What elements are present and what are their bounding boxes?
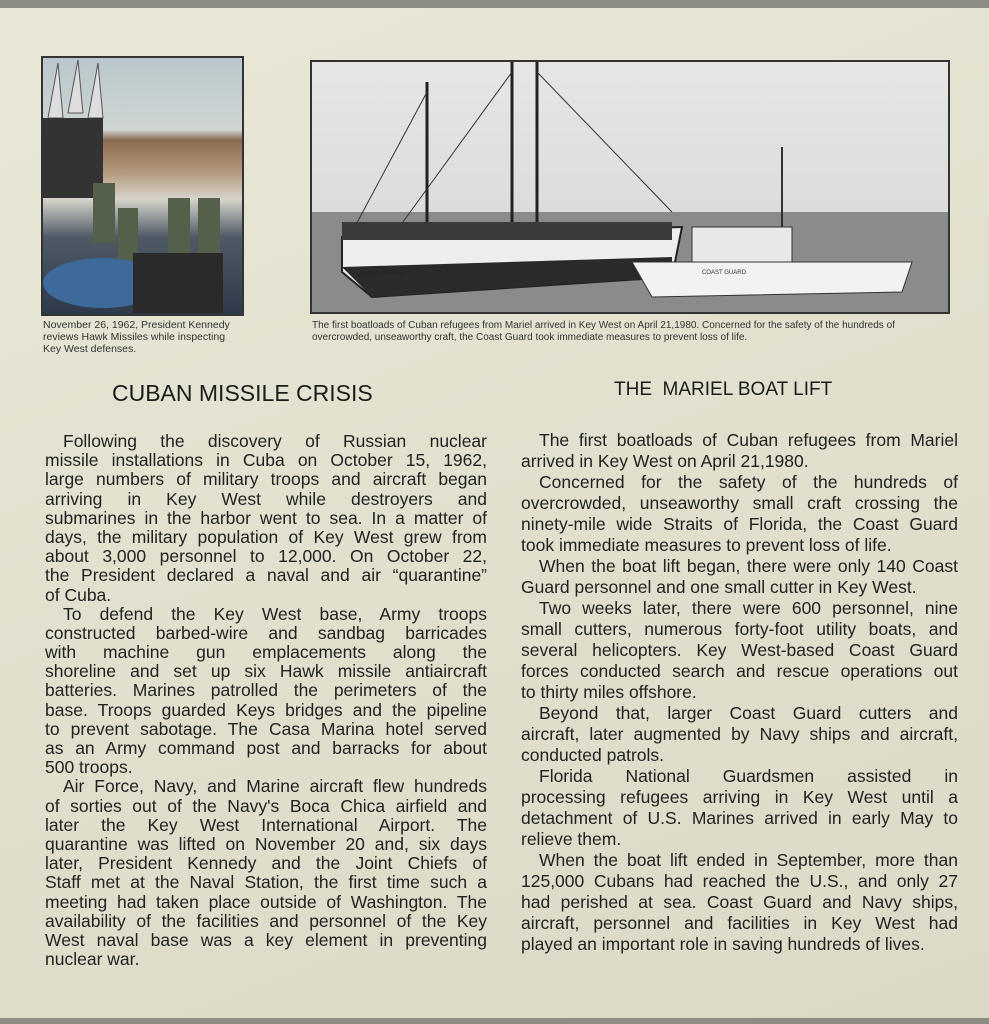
text-line: small cutters, numerous forty-foot utility boats, and bbox=[521, 619, 958, 639]
text-line: large numbers of military troops and aircraft began bbox=[45, 470, 487, 490]
text-line: Guard personnel and one small cutter in Key West. bbox=[521, 577, 917, 597]
kennedy-hawk-missiles-photo bbox=[41, 56, 244, 316]
cutter-label: COAST GUARD bbox=[702, 270, 746, 276]
text-line: days, the military population of Key West grew from bbox=[45, 527, 487, 547]
boatlift-photo-caption bbox=[312, 320, 962, 344]
text-line: constructed barbed-wire and sandbag barricades bbox=[45, 623, 487, 643]
caption-line: The first boatloads of Cuban refugees from Mariel arrived in Key West on April 21,1980. Concerned for the safety of the hundreds of bbox=[312, 320, 895, 331]
text-line: To defend the Key West base, Army troops bbox=[63, 604, 487, 624]
text-line: to thirty miles offshore. bbox=[521, 682, 697, 702]
text-line: arrived in Key West on April 21,1980. bbox=[521, 451, 809, 471]
caption-line: overcrowded, unseaworthy craft, the Coast Guard took immediate measures to prevent loss of life. bbox=[312, 332, 748, 343]
text-line: later, President Kennedy and the Joint Chiefs of bbox=[45, 854, 487, 874]
text-line: nuclear war. bbox=[45, 950, 140, 970]
text-line: quarantine was lifted on November 20 and, six days bbox=[45, 834, 487, 854]
text-line: When the boat lift ended in September, more than bbox=[539, 850, 958, 870]
text-line: Beyond that, larger Coast Guard cutters and bbox=[539, 703, 958, 723]
missile-crisis-body bbox=[45, 432, 487, 969]
text-line: relieve them. bbox=[521, 829, 622, 849]
text-line: Two weeks later, there were 600 personnel, nine bbox=[539, 598, 958, 618]
text-line: conducted patrols. bbox=[521, 745, 665, 765]
text-line: overcrowded, unseaworthy small craft crossing the bbox=[521, 493, 958, 513]
text-line: forces conducted search and rescue operations out bbox=[521, 661, 958, 681]
text-line: shoreline and set up six Hawk missile antiaircraft bbox=[45, 662, 487, 682]
text-line: meeting had taken place outside of Washington. The bbox=[45, 892, 487, 912]
text-line: West naval base was a key element in preventing bbox=[45, 930, 487, 950]
cuban-missile-crisis-heading: CUBAN MISSILE CRISIS bbox=[112, 380, 373, 406]
text-line: several helicopters. Key West-based Coast Guard bbox=[521, 640, 958, 660]
mariel-boatlift-photo bbox=[310, 60, 950, 314]
text-line: Concerned for the safety of the hundreds of bbox=[539, 472, 958, 492]
text-line: about 3,000 personnel to 12,000. On October 22, bbox=[45, 547, 487, 567]
text-line: later the Key West International Airport. The bbox=[45, 815, 487, 835]
text-line: aircraft, later augmented by Navy ships and aircraft, bbox=[521, 724, 958, 744]
text-line: Staff met at the Naval Station, the first time such a bbox=[45, 873, 487, 893]
text-line: the President declared a naval and air “quarantine” bbox=[45, 566, 487, 586]
text-line: Florida National Guardsmen assisted in bbox=[539, 766, 958, 786]
text-line: aircraft, personnel and facilities in Key West had bbox=[521, 913, 958, 933]
mariel-boat-lift-heading: THE MARIEL BOAT LIFT bbox=[614, 379, 833, 400]
text-line: to prevent sabotage. The Casa Marina hotel served bbox=[45, 719, 487, 739]
text-line: played an important role in saving hundreds of lives. bbox=[521, 934, 925, 954]
text-line: as an Army command post and barracks for about bbox=[45, 739, 487, 758]
text-line: of Cuba. bbox=[45, 585, 112, 605]
text-line: arriving in Key West while destroyers and bbox=[45, 489, 487, 509]
text-line: with machine gun emplacements along the bbox=[45, 643, 487, 663]
text-line: When the boat lift began, there were only 140 Coast bbox=[539, 556, 958, 576]
text-line: submarines in the harbor went to sea. In a matter of bbox=[45, 508, 487, 528]
text-line: batteries. Marines patrolled the perimeters of the bbox=[45, 681, 487, 701]
text-line: detachment of U.S. Marines arrived in early May to bbox=[521, 808, 958, 828]
caption-line: November 26, 1962, President Kennedy bbox=[43, 319, 230, 331]
caption-line: Key West defenses. bbox=[43, 343, 137, 355]
kennedy-photo-caption bbox=[43, 319, 253, 355]
text-line: took immediate measures to prevent loss of life. bbox=[521, 535, 892, 555]
text-line: of sorties out of the Navy's Boca Chica airfield and bbox=[45, 796, 487, 816]
text-line: ninety-mile wide Straits of Florida, the Coast Guard bbox=[521, 514, 958, 534]
text-line: processing refugees arriving in Key West until a bbox=[521, 787, 958, 807]
boat-lift-body bbox=[521, 430, 958, 955]
text-line: had perished at sea. Coast Guard and Navy ships, bbox=[521, 892, 958, 912]
text-line: 125,000 Cubans had reached the U.S., and only 27 bbox=[521, 871, 958, 891]
text-line: Following the discovery of Russian nuclear bbox=[63, 432, 487, 451]
text-line: Air Force, Navy, and Marine aircraft flew hundreds bbox=[63, 777, 487, 797]
text-line: missile installations in Cuba on October 15, 1962, bbox=[45, 451, 487, 471]
boat-name: LADY VIRGO bbox=[362, 270, 405, 277]
text-line: The first boatloads of Cuban refugees from Mariel bbox=[539, 430, 958, 450]
text-line: base. Troops guarded Keys bridges and the pipeline bbox=[45, 700, 487, 720]
caption-line: reviews Hawk Missiles while inspecting bbox=[43, 331, 226, 343]
text-line: 500 troops. bbox=[45, 758, 133, 778]
text-line: availability of the facilities and personnel of the Key bbox=[45, 911, 487, 931]
